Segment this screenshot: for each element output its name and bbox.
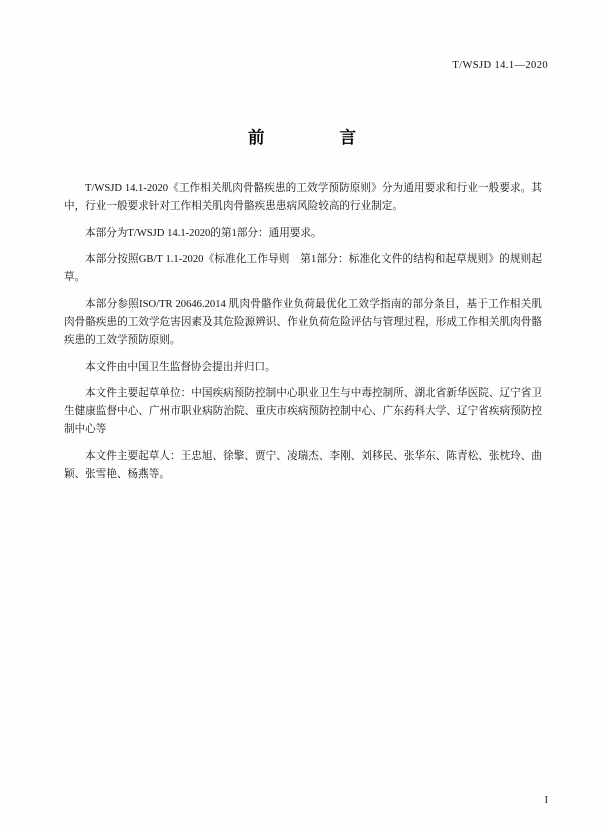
paragraph: 本部分按照GB/T 1.1-2020《标准化工作导则 第1部分：标准化文件的结构和起草规则》的规则起草。: [64, 254, 542, 284]
foreword-body: [64, 180, 542, 493]
paragraph: 本文件主要起草单位：中国疾病预防控制中心职业卫生与中毒控制所、湖北省新华医院、辽宁省卫生健康监督中心、广州市职业病防治院、重庆市疾病预防控制中心、广东药科大学、辽宁省疾病预防控制中心等: [64, 387, 542, 436]
paragraph: T/WSJD 14.1-2020《工作相关肌肉骨骼疾患的工效学预防原则》分为通用要求和行业一般要求。其中，行业一般要求针对工作相关肌肉骨骼疾患患病风险较高的行业制定。: [64, 183, 542, 213]
page-title: 前 言: [248, 128, 370, 147]
page-number: I: [544, 795, 548, 806]
paragraph: 本文件由中国卫生监督协会提出并归口。: [85, 361, 276, 373]
paragraph: 本文件主要起草人：王忠旭、徐擎、贾宁、凌瑞杰、李刚、刘移民、张华东、陈青松、张枕玲、曲颖、张雪艳、杨燕等。: [64, 451, 542, 481]
paragraph: 本部分为T/WSJD 14.1-2020的第1部分：通用要求。: [85, 227, 322, 239]
standard-code-header: T/WSJD 14.1—2020: [452, 60, 548, 71]
paragraph: 本部分参照ISO/TR 20646.2014 肌肉骨骼作业负荷最优化工效学指南的部分条目，基于工作相关肌肉骨骼疾患的工效学危害因素及其危险源辨识、作业负荷危险评估与管理过程，形成工作相关肌肉骨骼疾患的工效学预防原则。: [64, 298, 542, 347]
